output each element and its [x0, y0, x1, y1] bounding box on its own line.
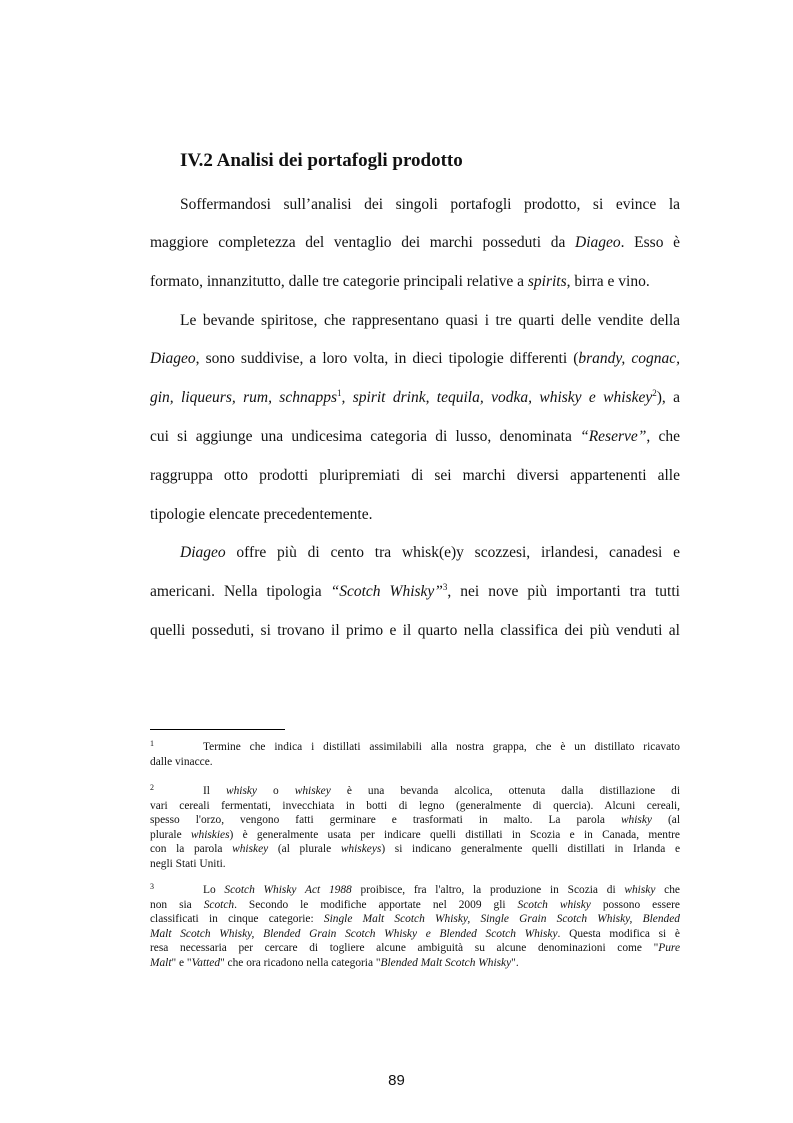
- page-number: 89: [388, 1072, 405, 1089]
- footnote-number: 1: [150, 739, 154, 748]
- body-line: americani. Nella tipologia “Scotch Whisky”$^3$, nei nove più importanti tra tutti: [150, 581, 680, 600]
- body-line: formato, innanzitutto, dalle tre categorie principali relative a spirits, birra e vino.: [150, 273, 650, 290]
- footnote-number: 3: [150, 882, 154, 891]
- footnote-ref-3[interactable]: 3: [442, 581, 448, 592]
- body-line: Le bevande spiritose, che rappresentano quasi i tre quarti delle vendite della: [180, 312, 680, 329]
- body-line: tipologie elencate precedentemente.: [150, 506, 373, 523]
- body-line: Diageo, sono suddivise, a loro volta, in dieci tipologie differenti (brandy, cognac,: [150, 350, 680, 367]
- footnote-ref-1[interactable]: 1: [337, 387, 342, 398]
- body-line: quelli posseduti, si trovano il primo e il quarto nella classifica dei più venduti al: [150, 622, 680, 639]
- body-line: raggruppa otto prodotti pluripremiati di sei marchi diversi appartenenti alle: [150, 467, 680, 484]
- footnote-2: 2 Il whisky o whiskey è una bevanda alcolica, ottenuta dalla distillazione di vari cereali fermentati, invecchiata in botti di legno (generalmente di quercia). Alcuni cereali, spesso l'orzo, vengono fatti germinare e trasformati in malto. La parola whisky (al plurale whiskies) è generalmente usata per indicare quelli distillati in Scozia e in Canada, mentre con la parola whiskey (al plurale whiskeys) si indicano generalmente quelli distillati in Irlanda e negli Stati Uniti.: [150, 783, 681, 870]
- body-line: gin, liqueurs, rum, schnapps$^1$, spirit drink, tequila, vodka, whisky e whiskey$^2$), a: [150, 387, 681, 406]
- footnote-3: 3 Lo Scotch Whisky Act 1988 proibisce, fra l'altro, la produzione in Scozia di whisky che non sia Scotch. Secondo le modifiche apportate nel 2009 gli Scotch whisky possono essere classificati in cinque categorie: Single Malt Scotch Whisky, Single Grain Scotch Whisky, Blended Malt Scotch Whisky, Blended Grain Scotch Whisky e Blended Scotch Whisky. Questa modifica si è resa necessaria per cercare di togliere alcune ambiguità su alcune denominazioni come "Pure Malt" e "Vatted" che ora ricadono nella categoria "Blended Malt Scotch Whisky".: [150, 882, 680, 969]
- body-line: maggiore completezza del ventaglio dei marchi posseduti da Diageo. Esso è: [150, 234, 680, 251]
- body-line: Soffermandosi sull’analisi dei singoli portafogli prodotto, si evince la: [180, 196, 680, 213]
- footnote-number: 2: [150, 783, 154, 792]
- footnote-1: 1 Termine che indica i distillati assimilabili alla nostra grappa, che è un distillato ricavato dalle vinacce.: [150, 739, 680, 768]
- body-line: Diageo offre più di cento tra whisk(e)y scozzesi, irlandesi, canadesi e: [180, 544, 680, 561]
- section-heading: IV.2 Analisi dei portafogli prodotto: [180, 150, 463, 171]
- footnote-separator: [150, 729, 285, 730]
- body-line: cui si aggiunge una undicesima categoria di lusso, denominata “Reserve”, che: [150, 428, 680, 445]
- footnote-ref-2[interactable]: 2: [652, 387, 657, 398]
